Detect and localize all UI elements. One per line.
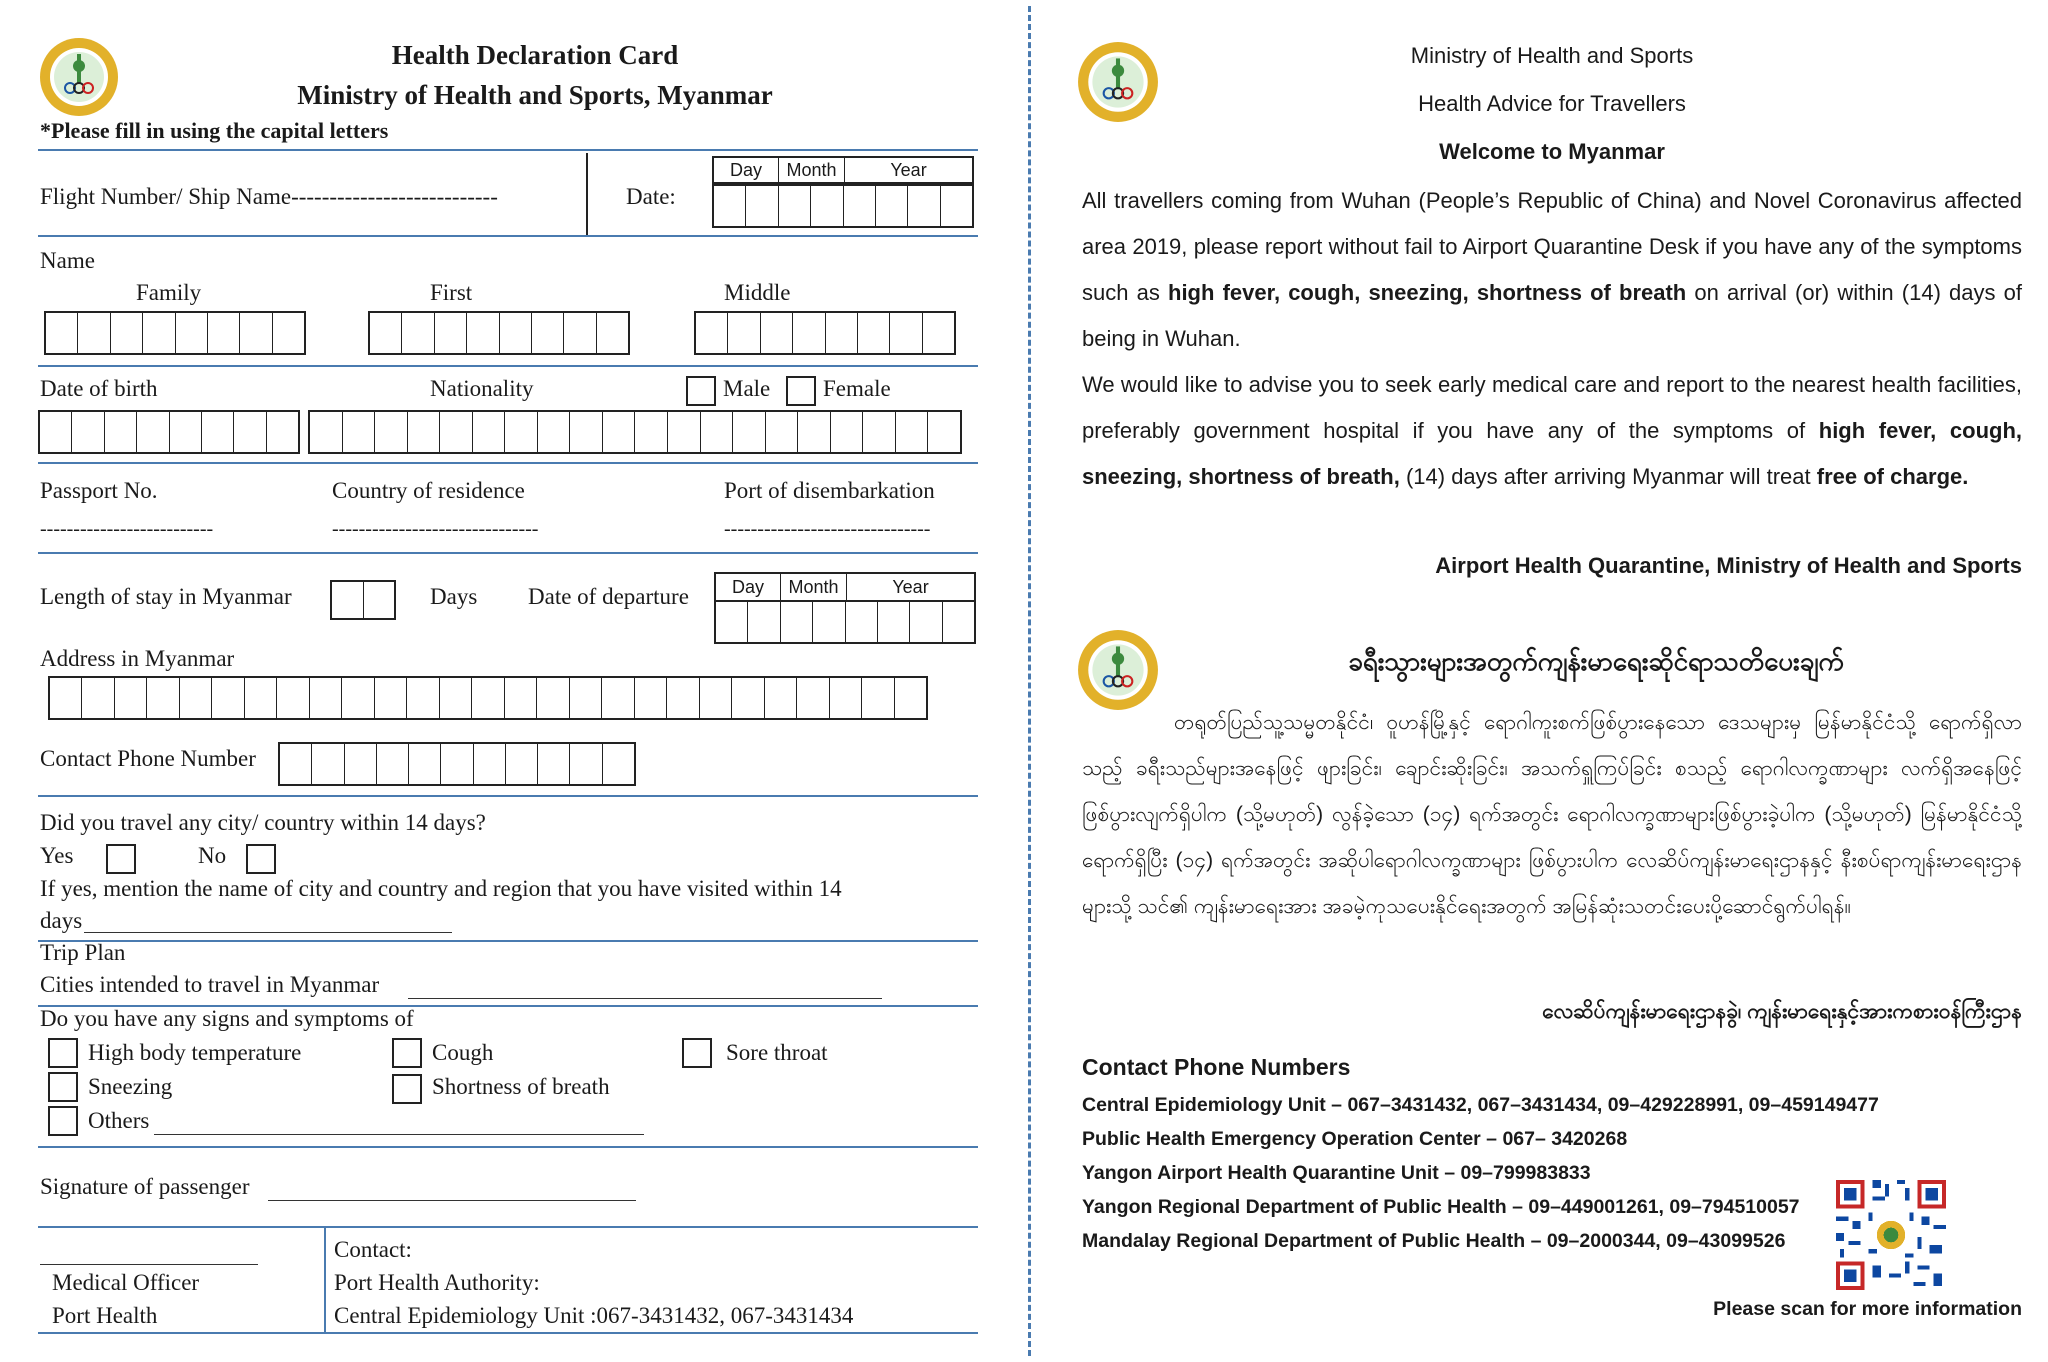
day-header: Day xyxy=(714,158,779,182)
female-label: Female xyxy=(823,376,891,401)
days-label: Days xyxy=(430,584,478,609)
ifyes-text: If yes, mention the name of city and country and region that you have visited within 14 xyxy=(40,876,842,901)
others-input[interactable] xyxy=(154,1134,644,1135)
authority-label: Port Health Authority: xyxy=(334,1270,540,1295)
days-word: days xyxy=(40,908,83,933)
signature-input[interactable] xyxy=(268,1200,636,1201)
trip-plan-label: Trip Plan xyxy=(40,940,126,965)
contact-line-4: Yangon Regional Department of Public Health – 09–449001261, 09–794510057 xyxy=(1082,1196,1800,1218)
stay-label: Length of stay in Myanmar xyxy=(40,584,292,609)
family-name-input[interactable] xyxy=(44,311,306,355)
cities-label: Cities intended to travel in Myanmar xyxy=(40,972,380,997)
stay-input[interactable] xyxy=(330,580,396,620)
instruction: *Please fill in using the capital letters xyxy=(40,118,389,143)
no-checkbox[interactable] xyxy=(246,844,276,874)
no-label: No xyxy=(198,843,227,868)
advice-paragraph-1: All travellers coming from Wuhan (People’s Republic of China) and Novel Coronavirus affected area 2019, please report without fail to Airport Quarantine Desk if you have any of the symptoms such as high fever, cough, sneezing, shortness of breath on arrival (or) within (14) days of being in Wuhan. xyxy=(1082,188,2022,351)
contact-line-5: Mandalay Regional Department of Public Health – 09–2000344, 09–43099526 xyxy=(1082,1230,1786,1252)
yes-label: Yes xyxy=(40,843,74,868)
contacts-title: Contact Phone Numbers xyxy=(1082,1054,1351,1080)
passport-input[interactable]: -------------------------- xyxy=(40,518,214,540)
departure-label: Date of departure xyxy=(528,584,689,609)
contact-line-1: Central Epidemiology Unit – 067–3431432, 067–3431434, 09–429228991, 09–459149477 xyxy=(1082,1094,1879,1116)
myanmar-signoff: လေဆိပ်ကျန်းမာရေးဌာနခွဲ၊ ကျန်းမာရေးနှင့်အားကစားဝန်ကြီးဌာန xyxy=(1542,1000,2022,1023)
cough-label: Cough xyxy=(432,1040,494,1065)
country-label: Country of residence xyxy=(332,478,525,503)
port-label: Port of disembarkation xyxy=(724,478,935,503)
symptoms-question: Do you have any signs and symptoms of xyxy=(40,1006,414,1031)
footer-divider xyxy=(324,1228,326,1332)
first-name-input[interactable] xyxy=(368,311,630,355)
signature-label: Signature of passenger xyxy=(40,1174,250,1199)
phone-input[interactable] xyxy=(278,742,636,786)
advice-paragraph-2: We would like to advise you to seek early medical care and report to the nearest health facilities, preferably government hospital if you have any of the symptoms of high fever, cough, sneezing, shortness of breath, (14) days after arriving Myanmar will treat free of charge. xyxy=(1082,372,2022,489)
phone-label: Contact Phone Number xyxy=(40,746,256,771)
dep-day-header: Day xyxy=(716,574,781,600)
male-checkbox[interactable] xyxy=(686,376,716,406)
fold-divider xyxy=(1028,6,1031,1356)
contact-line-3: Yangon Airport Health Quarantine Unit – 09–799983833 xyxy=(1082,1162,1591,1184)
myanmar-title: ခရီးသွားများအတွက်ကျန်းမာရေးဆိုင်ရာသတိပေးချက် xyxy=(1348,646,1844,676)
date-header xyxy=(712,156,974,184)
cities-input[interactable] xyxy=(408,998,882,999)
card-title: Health Declaration Card xyxy=(391,40,679,70)
family-label: Family xyxy=(136,280,202,305)
yes-checkbox[interactable] xyxy=(106,844,136,874)
scan-caption: Please scan for more information xyxy=(1713,1298,2022,1320)
contact-label: Contact: xyxy=(334,1237,412,1262)
travel-question: Did you travel any city/ country within 14 days? xyxy=(40,810,486,835)
port-input[interactable]: ------------------------------- xyxy=(724,518,931,540)
middle-name-input[interactable] xyxy=(694,311,956,355)
passport-label: Passport No. xyxy=(40,478,158,503)
middle-label: Middle xyxy=(724,280,791,305)
high-temp-label: High body temperature xyxy=(88,1040,302,1065)
cough-checkbox[interactable] xyxy=(392,1038,422,1068)
first-label: First xyxy=(430,280,473,305)
sneezing-label: Sneezing xyxy=(88,1074,173,1099)
address-label: Address in Myanmar xyxy=(40,646,235,671)
advice-heading-title: Health Advice for Travellers xyxy=(1418,91,1686,116)
card-subtitle: Ministry of Health and Sports, Myanmar xyxy=(297,80,773,110)
address-input[interactable] xyxy=(48,676,928,720)
qr-code-icon[interactable] xyxy=(1832,1176,1950,1294)
visited-input[interactable] xyxy=(84,932,452,933)
advice-heading-welcome: Welcome to Myanmar xyxy=(1439,139,1665,164)
name-label: Name xyxy=(40,248,95,273)
high-temp-checkbox[interactable] xyxy=(48,1038,78,1068)
shortness-label: Shortness of breath xyxy=(432,1074,610,1099)
date-input[interactable] xyxy=(712,184,974,228)
port-health-label: Port Health xyxy=(52,1303,158,1328)
dob-input[interactable] xyxy=(38,410,300,454)
month-header: Month xyxy=(779,158,845,182)
dep-month-header: Month xyxy=(781,574,847,600)
others-label: Others xyxy=(88,1108,150,1133)
dob-label: Date of birth xyxy=(40,376,158,401)
shortness-checkbox[interactable] xyxy=(392,1074,422,1104)
country-input[interactable]: ------------------------------- xyxy=(332,518,539,540)
medical-officer-label: Medical Officer xyxy=(52,1270,200,1295)
contact-line-2: Public Health Emergency Operation Center – 067– 3420268 xyxy=(1082,1128,1628,1150)
year-header: Year xyxy=(890,160,927,180)
advice-signoff: Airport Health Quarantine, Ministry of Health and Sports xyxy=(1435,553,2022,578)
flight-label: Flight Number/ Ship Name--------------------------- xyxy=(40,184,498,209)
myanmar-body: တရုတ်ပြည်သူ့သမ္မတနိုင်ငံ၊ ဝူဟန်မြို့နှင့် ရောဂါကူးစက်ဖြစ်ပွားနေသော ဒေသများမှ မြန်မာနိုင်ငံသို့ ရောက်ရှိလာသည့် ခရီးသည်များအနေဖြင့် ဖျားခြင်း၊ ချောင်းဆိုးခြင်း၊ အသက်ရှူကြပ်ခြင်း စသည့် ရောဂါလက္ခဏာများ လက်ရှိအနေဖြင့် ဖြစ်ပွားလျက်ရှိပါက (သို့မဟုတ်) လွန်ခဲ့သော (၁၄) ရက်အတွင်း ရောဂါလက္ခဏာများဖြစ်ပွားခဲ့ပါက (သို့မဟုတ်) မြန်မာနိုင်ငံသို့ရောက်ရှိပြီး (၁၄) ရက်အတွင်း အဆိုပါရောဂါလက္ခဏာများ ဖြစ်ပွားပါက လေဆိပ်ကျန်းမာရေးဌာနနှင့် နီးစပ်ရာကျန်းမာရေးဌာနများသို့ သင်၏ ကျန်းမာရေးအား အခမဲ့ကုသပေးနိုင်ရေးအတွက် အမြန်ဆုံးသတင်းပေးပို့ဆောင်ရွက်ပါရန်။ xyxy=(1082,711,2022,918)
date-label: Date: xyxy=(626,184,676,209)
medical-officer-sign-line[interactable] xyxy=(40,1264,258,1265)
health-declaration-card xyxy=(0,0,1010,1362)
male-label: Male xyxy=(723,376,771,401)
sore-throat-label: Sore throat xyxy=(726,1040,828,1065)
dep-year-header: Year xyxy=(892,577,929,597)
vertical-divider xyxy=(586,153,588,235)
nationality-label: Nationality xyxy=(430,376,534,401)
sneezing-checkbox[interactable] xyxy=(48,1072,78,1102)
female-checkbox[interactable] xyxy=(786,376,816,406)
sore-throat-checkbox[interactable] xyxy=(682,1038,712,1068)
departure-header xyxy=(714,572,976,602)
departure-date-input[interactable] xyxy=(714,600,976,644)
advice-heading-ministry: Ministry of Health and Sports xyxy=(1410,43,1694,68)
nationality-input[interactable] xyxy=(308,410,962,454)
others-checkbox[interactable] xyxy=(48,1106,78,1136)
ceu-contact: Central Epidemiology Unit :067-3431432, 067-3431434 xyxy=(334,1303,854,1328)
